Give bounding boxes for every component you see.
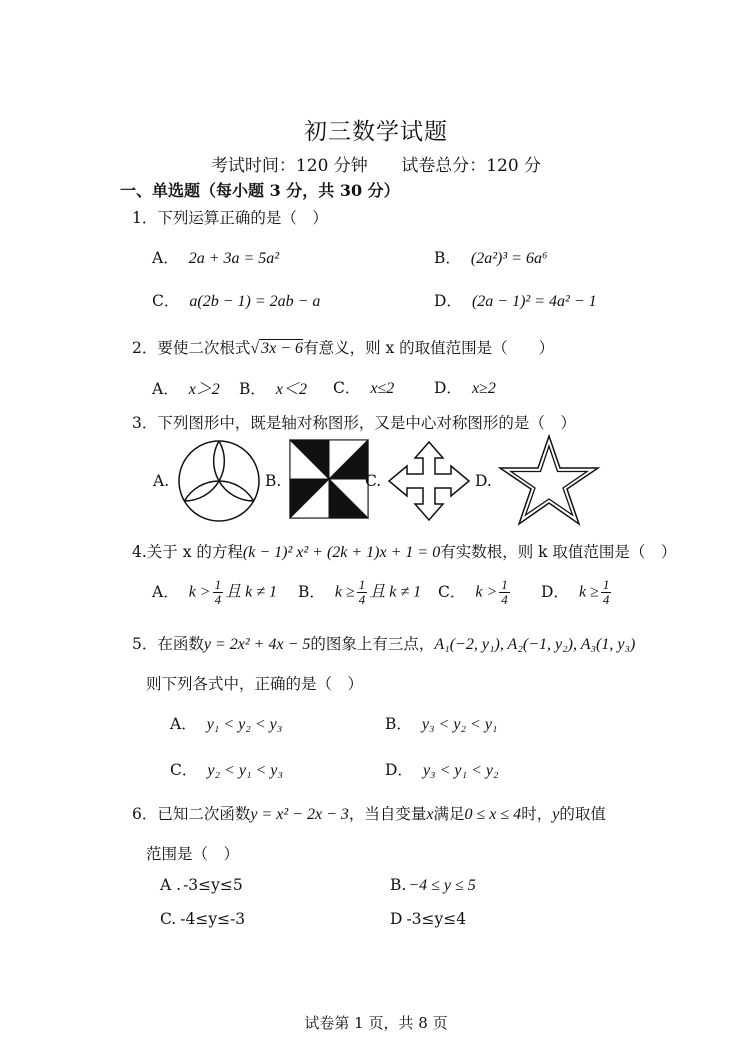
option-text: y₂ < y₁ < y₃: [207, 762, 283, 779]
option-text: −4 ≤ y ≤ 5: [408, 877, 476, 894]
fraction: [213, 578, 224, 607]
option-label: D．: [541, 582, 569, 601]
option-text: 且 k ≠ 1: [225, 583, 277, 601]
fraction: [357, 578, 368, 607]
stem-variable: x: [426, 806, 434, 823]
question-4-stem: [132, 540, 676, 562]
figure-c-four-arrows: [387, 440, 471, 522]
option-label: A．: [170, 715, 197, 733]
stem-text: 有意义，则 x 的取值范围是（ ）: [303, 339, 555, 357]
q6-option-d: [390, 910, 466, 928]
option-text: -4≤y≤-3: [180, 910, 246, 928]
figure-b-pinwheel: [288, 438, 370, 520]
q2-option-b: [239, 376, 307, 399]
exam-time: 考试时间：120 分钟: [210, 156, 368, 176]
option-text: x≥2: [471, 380, 496, 397]
numerator: 1: [358, 577, 366, 592]
option-label: B.: [390, 876, 407, 894]
option-label: C．: [438, 582, 466, 601]
q4-option-b: [298, 578, 421, 607]
q1-option-d: [434, 289, 597, 311]
numerator: 1: [602, 577, 610, 592]
stem-equation: y = 2x² + 4x − 5: [203, 636, 311, 653]
denominator: 4: [214, 592, 222, 607]
stem-text: ，当自变量: [348, 805, 427, 823]
q2-option-c: [333, 376, 394, 398]
option-label: C.: [160, 910, 177, 928]
stem-text: 有实数根，则 k 取值范围是（ ）: [440, 543, 677, 561]
option-text: x＜2: [275, 381, 307, 398]
option-label: B．: [298, 582, 325, 601]
q2-option-d: [434, 376, 496, 398]
option-text: a(2b − 1) = 2ab − a: [189, 293, 321, 310]
stem-equation: y = x² − 2x − 3: [250, 806, 349, 823]
option-text: 2a + 3a = 5a²: [188, 250, 280, 267]
denominator: 4: [358, 592, 366, 607]
option-label: B．: [434, 249, 461, 267]
question-3-stem: 3．下列图形中，既是轴对称图形，又是中心对称图形的是（ ）: [132, 414, 576, 432]
option-label: D．: [385, 761, 413, 779]
stem-text: 5．在函数: [132, 635, 204, 653]
question-6-line2: 范围是（ ）: [146, 845, 240, 863]
q2-option-a: [152, 376, 220, 399]
question-6-stem: [132, 802, 606, 824]
option-text: -3≤y≤4: [406, 910, 467, 928]
page-footer: 试卷第 1 页，共 8 页: [304, 1014, 448, 1032]
option-label: D: [390, 910, 403, 928]
option-text: (2a − 1)² = 4a² − 1: [471, 293, 597, 310]
q1-option-c: [152, 289, 320, 311]
q1-option-b: [434, 246, 548, 268]
stem-text: 2．要使二次根式: [132, 339, 251, 357]
q5-option-b: [385, 712, 497, 734]
option-label: B．: [385, 715, 412, 733]
option-text: (2a²)³ = 6a⁶: [470, 250, 548, 267]
q5-option-d: [385, 758, 499, 780]
question-5-stem: [132, 632, 635, 654]
stem-text: 的图象上有三点，: [310, 635, 435, 653]
stem-text: 4.关于 x 的方程: [132, 543, 243, 561]
option-label: A．: [152, 380, 179, 398]
q4-option-d: [541, 578, 613, 607]
page-title: 初三数学试题: [304, 119, 448, 145]
figure-a-trefoil-circle: [176, 438, 262, 524]
option-text: x＞2: [188, 381, 220, 398]
option-text: k ≥: [578, 583, 599, 601]
radical-sign: √: [250, 340, 260, 357]
q6-option-c: [160, 910, 245, 928]
option-label: C．: [170, 761, 198, 779]
option-label: D．: [434, 379, 462, 397]
fraction: [499, 578, 510, 607]
option-text: k >: [475, 583, 498, 601]
question-2-stem: [132, 336, 554, 358]
denominator: 4: [602, 592, 610, 607]
section-heading: 一、单选题（每小题 3 分，共 30 分）: [120, 181, 400, 200]
figure-label-d: D.: [475, 472, 492, 490]
denominator: 4: [501, 592, 508, 607]
option-label: C．: [152, 292, 180, 310]
radicand: 3x − 6: [261, 340, 304, 357]
figure-label-a: A.: [153, 472, 170, 490]
exam-score: 试卷总分：120 分: [401, 156, 542, 176]
exam-info: [0, 151, 752, 176]
stem-text: 的取值: [559, 805, 606, 823]
stem-variable: y: [552, 806, 560, 823]
stem-text: 满足: [433, 805, 465, 823]
option-text: x≤2: [370, 380, 395, 397]
option-text: -3≤y≤5: [183, 876, 243, 894]
figure-label-c: C.: [365, 472, 382, 490]
option-text: y₁ < y₂ < y₃: [206, 716, 283, 733]
option-label: B．: [239, 380, 266, 398]
option-text: k ≥: [334, 583, 355, 601]
q6-option-a: [160, 876, 243, 894]
stem-text: 6．已知二次函数: [132, 805, 251, 823]
question-5-line2: 则下列各式中，正确的是（ ）: [146, 675, 364, 693]
option-label: A .: [160, 876, 182, 894]
option-text: y₃ < y₁ < y₂: [422, 762, 499, 779]
option-label: A．: [152, 249, 179, 267]
q5-option-a: [170, 712, 282, 734]
option-text: 且 k ≠ 1: [369, 583, 422, 601]
stem-text: 时，: [521, 805, 553, 823]
option-text: y₃ < y₂ < y₁: [421, 716, 498, 733]
q4-option-c: [438, 578, 512, 607]
stem-equation: (k − 1)² x² + (2k + 1)x + 1 = 0: [242, 544, 441, 561]
option-label: A．: [152, 582, 179, 601]
q6-option-b: [390, 876, 476, 895]
figure-label-b: B.: [265, 472, 282, 490]
option-label: D．: [434, 292, 462, 310]
option-label: C．: [333, 379, 361, 397]
option-text: k >: [188, 583, 211, 601]
stem-range: 0 ≤ x ≤ 4: [464, 806, 522, 823]
q1-option-a: [152, 246, 279, 268]
numerator: 1: [214, 577, 222, 592]
figure-d-double-star: [498, 434, 600, 526]
numerator: 1: [501, 577, 508, 592]
q5-option-c: [170, 758, 283, 780]
stem-points: A₁(−2, y₁), A₂(−1, y₂), A₃(1, y₃): [434, 636, 636, 653]
question-1-stem: 1．下列运算正确的是（ ）: [132, 209, 328, 227]
fraction: [601, 578, 612, 607]
q4-option-a: [152, 578, 277, 607]
